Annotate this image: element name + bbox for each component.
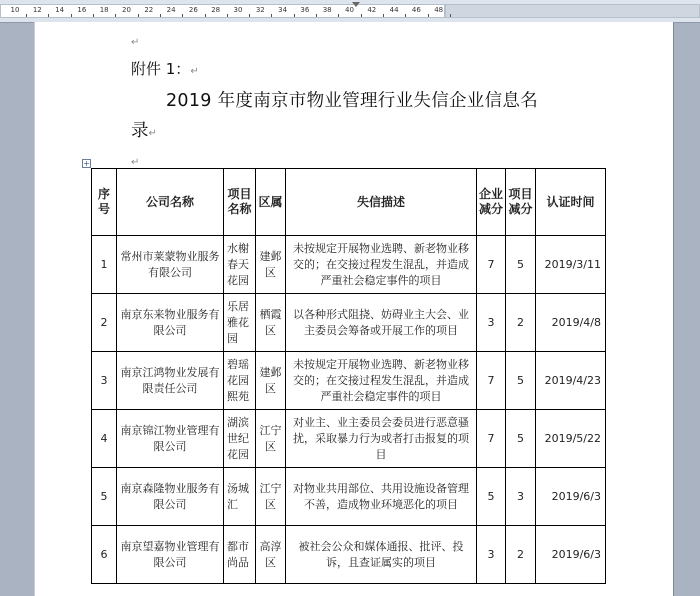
cell-cert-date-text: 2019/6/3 [551, 547, 601, 561]
table-row [92, 236, 606, 294]
ruler-number: 20 [122, 6, 131, 14]
cell-no-text: 2 [100, 315, 108, 329]
cell-description [286, 526, 477, 584]
ruler-number: 26 [188, 6, 198, 14]
cell-project [224, 352, 256, 410]
cell-company-text: 南京望嘉物业管理有限公司 [120, 539, 220, 569]
cell-cert-date [536, 468, 606, 526]
cell-project-deduction-text: 2 [517, 315, 524, 329]
cell-description-text: 以各种形式阻挠、妨碍业主大会、业主委员会筹备或开展工作的项目 [293, 307, 469, 337]
cell-company [117, 410, 224, 468]
header-project-deduction: 项目减分 [506, 169, 536, 236]
table-row [92, 410, 606, 468]
cell-description [286, 236, 477, 294]
ruler-tick [71, 14, 72, 17]
ruler-number: 18 [99, 6, 109, 14]
cell-project-deduction [506, 352, 536, 410]
cell-company [117, 236, 224, 294]
cell-cert-date [536, 526, 606, 584]
horizontal-ruler[interactable] [0, 0, 700, 23]
ruler-number: 16 [77, 6, 87, 14]
cell-project-text: 湖滨世纪花园 [227, 415, 249, 461]
cell-description-text: 未按规定开展物业选聘、新老物业移交的；在交接过程发生混乱，并造成严重社会稳定事件的项目 [293, 241, 469, 287]
cell-no [92, 468, 117, 526]
ruler-number: 12 [32, 6, 42, 14]
ruler-number: 42 [367, 6, 377, 14]
ruler-tick [227, 14, 228, 17]
header-cert-date: 认证时间 [536, 169, 606, 236]
header-district: 区属 [256, 169, 286, 236]
cell-cert-date-text: 2019/3/11 [544, 257, 601, 271]
table-row [92, 468, 606, 526]
cell-project-deduction [506, 236, 536, 294]
cell-company-deduction-text: 7 [487, 431, 495, 445]
header-company-deduction: 企业减分 [477, 169, 506, 236]
table-header-row [92, 169, 606, 236]
cell-company-deduction-text: 3 [487, 315, 495, 329]
cell-project-deduction [506, 410, 536, 468]
cell-project-deduction [506, 294, 536, 352]
cell-company-deduction [477, 410, 506, 468]
cell-description [286, 294, 477, 352]
cell-district [256, 352, 286, 410]
ruler-tick [138, 14, 139, 17]
cell-description-text: 对物业共用部位、共用设施设备管理不善，造成物业环境恶化的项目 [293, 481, 469, 511]
cell-district-text: 建邺区 [259, 365, 282, 395]
cell-company-text: 常州市莱蒙物业服务有限公司 [120, 249, 220, 279]
cell-project-deduction-text: 3 [517, 489, 524, 503]
cell-project-deduction [506, 468, 536, 526]
cell-company-deduction [477, 236, 506, 294]
cell-company-deduction [477, 526, 506, 584]
ruler-margin-area [445, 4, 700, 18]
cell-cert-date-text: 2019/4/8 [551, 315, 601, 329]
ruler-tick [48, 14, 49, 17]
cell-cert-date [536, 410, 606, 468]
ruler-tick [93, 14, 94, 17]
ruler-tick [182, 14, 183, 17]
cell-company-text: 南京森隆物业服务有限公司 [120, 481, 220, 511]
cell-no-text: 1 [100, 257, 108, 271]
header-description: 失信描述 [286, 169, 477, 236]
cell-project-deduction-text: 5 [517, 373, 524, 387]
cell-cert-date-text: 2019/4/23 [544, 373, 601, 387]
attachment-label: 附件 1：↵ [131, 60, 199, 78]
cell-company-deduction-text: 3 [487, 547, 495, 561]
ruler-tick [316, 14, 317, 17]
cell-district [256, 294, 286, 352]
cell-company-text: 南京东来物业服务有限公司 [120, 307, 220, 337]
table-row [92, 352, 606, 410]
cell-cert-date [536, 236, 606, 294]
cell-company-text: 南京江鸿物业发展有限责任公司 [120, 365, 220, 395]
ruler-number: 32 [255, 6, 265, 14]
cell-description-text: 对业主、业主委员会委员进行恶意骚扰，采取暴力行为或者打击报复的项目 [293, 415, 469, 461]
cell-description-text: 被社会公众和媒体通报、批评、投诉，且查证属实的项目 [298, 539, 464, 569]
cell-project-text: 乐居雅花园 [227, 299, 249, 345]
cell-no-text: 3 [100, 373, 108, 387]
cell-description [286, 410, 477, 468]
table-row [92, 294, 606, 352]
document-title-line-1: 2019 年度南京市物业管理行业失信企业信息名 [166, 91, 538, 111]
ruler-number: 34 [278, 6, 288, 14]
cell-district [256, 236, 286, 294]
cell-project-text: 水榭春天花园 [227, 241, 249, 287]
cell-district-text: 高淳区 [259, 539, 282, 569]
ruler-tick [405, 14, 406, 17]
ruler-active-area [0, 4, 445, 18]
cell-district [256, 468, 286, 526]
document-page[interactable] [35, 22, 673, 596]
cell-company-deduction-text: 7 [487, 373, 495, 387]
cell-project-text: 汤城汇 [227, 481, 249, 511]
cell-project-deduction-text: 5 [517, 431, 524, 445]
header-project: 项目名称 [224, 169, 256, 236]
ruler-tick [338, 14, 339, 17]
ruler-number: 14 [55, 6, 65, 14]
cell-company-deduction [477, 294, 506, 352]
cell-company-text: 南京锦江物业管理有限公司 [120, 423, 220, 453]
cell-company-deduction [477, 352, 506, 410]
cell-company-deduction [477, 468, 506, 526]
cell-district-text: 栖霞区 [259, 307, 282, 337]
empty-paragraph: ↵ [131, 37, 140, 48]
ruler-number: 10 [10, 6, 20, 14]
cell-description [286, 468, 477, 526]
cell-no [92, 236, 117, 294]
cell-project [224, 294, 256, 352]
cell-company [117, 526, 224, 584]
ruler-number: 22 [144, 6, 154, 14]
empty-paragraph: ↵ [131, 157, 140, 168]
cell-no-text: 4 [100, 431, 108, 445]
ruler-tick [160, 14, 161, 17]
ruler-tick [450, 14, 451, 17]
cell-no [92, 526, 117, 584]
cell-no-text: 5 [100, 489, 108, 503]
ruler-tick [115, 14, 116, 17]
cell-district-text: 江宁区 [259, 481, 282, 511]
cell-project [224, 410, 256, 468]
ruler-number: 48 [434, 6, 444, 14]
cell-district [256, 410, 286, 468]
credit-table [91, 168, 606, 584]
ruler-tick [271, 14, 272, 17]
cell-project-text: 都市尚品 [227, 539, 249, 569]
cell-company [117, 294, 224, 352]
cell-cert-date [536, 294, 606, 352]
ruler-tick [249, 14, 250, 17]
ruler-number: 36 [300, 6, 310, 14]
ruler-tick [294, 14, 295, 17]
ruler-tick [383, 14, 384, 17]
ruler-number: 38 [322, 6, 332, 14]
cell-district-text: 江宁区 [259, 423, 282, 453]
cell-district [256, 526, 286, 584]
cell-cert-date-text: 2019/5/22 [544, 431, 601, 445]
table-row [92, 526, 606, 584]
ruler-number: 28 [211, 6, 221, 14]
cell-description-text: 未按规定开展物业选聘、新老物业移交的；在交接过程发生混乱，并造成严重社会稳定事件的项目 [293, 357, 469, 403]
cell-project [224, 468, 256, 526]
cell-project-deduction-text: 5 [517, 257, 524, 271]
cell-project [224, 526, 256, 584]
ruler-tick [428, 14, 429, 17]
ruler-tick [26, 14, 27, 17]
cell-no [92, 352, 117, 410]
cell-company-deduction-text: 7 [487, 257, 495, 271]
table-move-handle-icon[interactable]: + [83, 159, 90, 168]
ruler-number: 40 [345, 6, 354, 14]
document-title-line-2: 录↵ [131, 121, 157, 141]
cell-no [92, 294, 117, 352]
header-no: 序号 [92, 169, 117, 236]
ruler-number: 46 [411, 6, 421, 14]
cell-project-deduction-text: 2 [517, 547, 524, 561]
ruler-tick [361, 14, 362, 17]
ruler-number: 24 [166, 6, 176, 14]
cell-project-text: 碧瑶花园熙苑 [227, 357, 249, 403]
cell-description [286, 352, 477, 410]
cell-project-deduction [506, 526, 536, 584]
header-company: 公司名称 [117, 169, 224, 236]
cell-cert-date-text: 2019/6/3 [551, 489, 601, 503]
cell-no [92, 410, 117, 468]
cell-district-text: 建邺区 [259, 249, 282, 279]
ruler-tick [205, 14, 206, 17]
cell-no-text: 6 [100, 547, 108, 561]
cell-project [224, 236, 256, 294]
cell-company [117, 468, 224, 526]
ruler-number: 44 [389, 6, 399, 14]
cell-cert-date [536, 352, 606, 410]
ruler-number: 30 [233, 6, 243, 14]
cell-company-deduction-text: 5 [487, 489, 495, 503]
cell-company [117, 352, 224, 410]
